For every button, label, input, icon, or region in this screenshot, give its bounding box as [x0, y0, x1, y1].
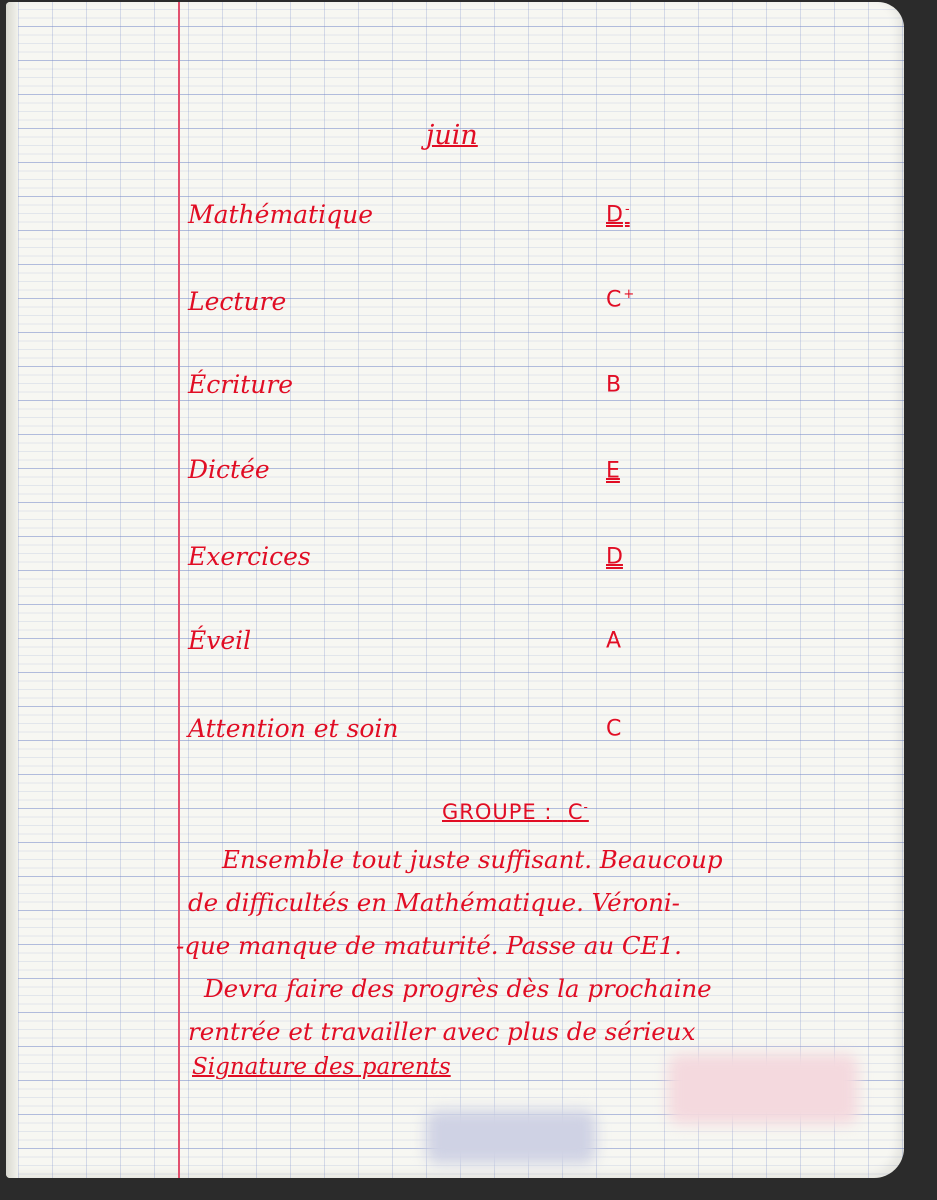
redacted-name [426, 1110, 596, 1164]
comment-line: Devra faire des progrès dès la prochaine [204, 974, 712, 1003]
subject-label: Lecture [188, 287, 287, 316]
grade-mark: D - [606, 202, 630, 228]
notebook-page [6, 2, 904, 1178]
subject-label: Dictée [188, 455, 270, 484]
subject-label: Écriture [188, 370, 294, 399]
grade-mark: E [606, 458, 620, 484]
comment-line: Ensemble tout juste suffisant. Beaucoup [222, 845, 723, 874]
subject-label: Éveil [188, 626, 252, 655]
grade-mark: C [606, 716, 622, 742]
signature-label: Signature des parents [192, 1054, 451, 1080]
comment-line: de difficultés en Mathématique. Véroni- [188, 888, 680, 917]
redacted-signature [668, 1054, 858, 1124]
margin-line [178, 2, 180, 1178]
group-result: GROUPE : C- [442, 800, 589, 824]
grade-mark: B [606, 372, 622, 398]
comment-line: rentrée et travailler avec plus de sérieux [188, 1017, 696, 1046]
subject-label: Mathématique [188, 200, 373, 229]
teacher-comment [176, 838, 900, 1053]
grade-mark: A [606, 628, 622, 654]
notebook-spine [6, 2, 18, 1178]
show-through-from-reverse [316, 492, 736, 682]
subject-label: Exercices [188, 542, 311, 571]
grade-mark: C + [606, 287, 635, 313]
comment-line: -que manque de maturité. Passe au CE1. [176, 931, 682, 960]
grade-mark: D [606, 544, 623, 570]
subject-label: Attention et soin [188, 714, 399, 743]
month-title: juin [426, 120, 478, 151]
